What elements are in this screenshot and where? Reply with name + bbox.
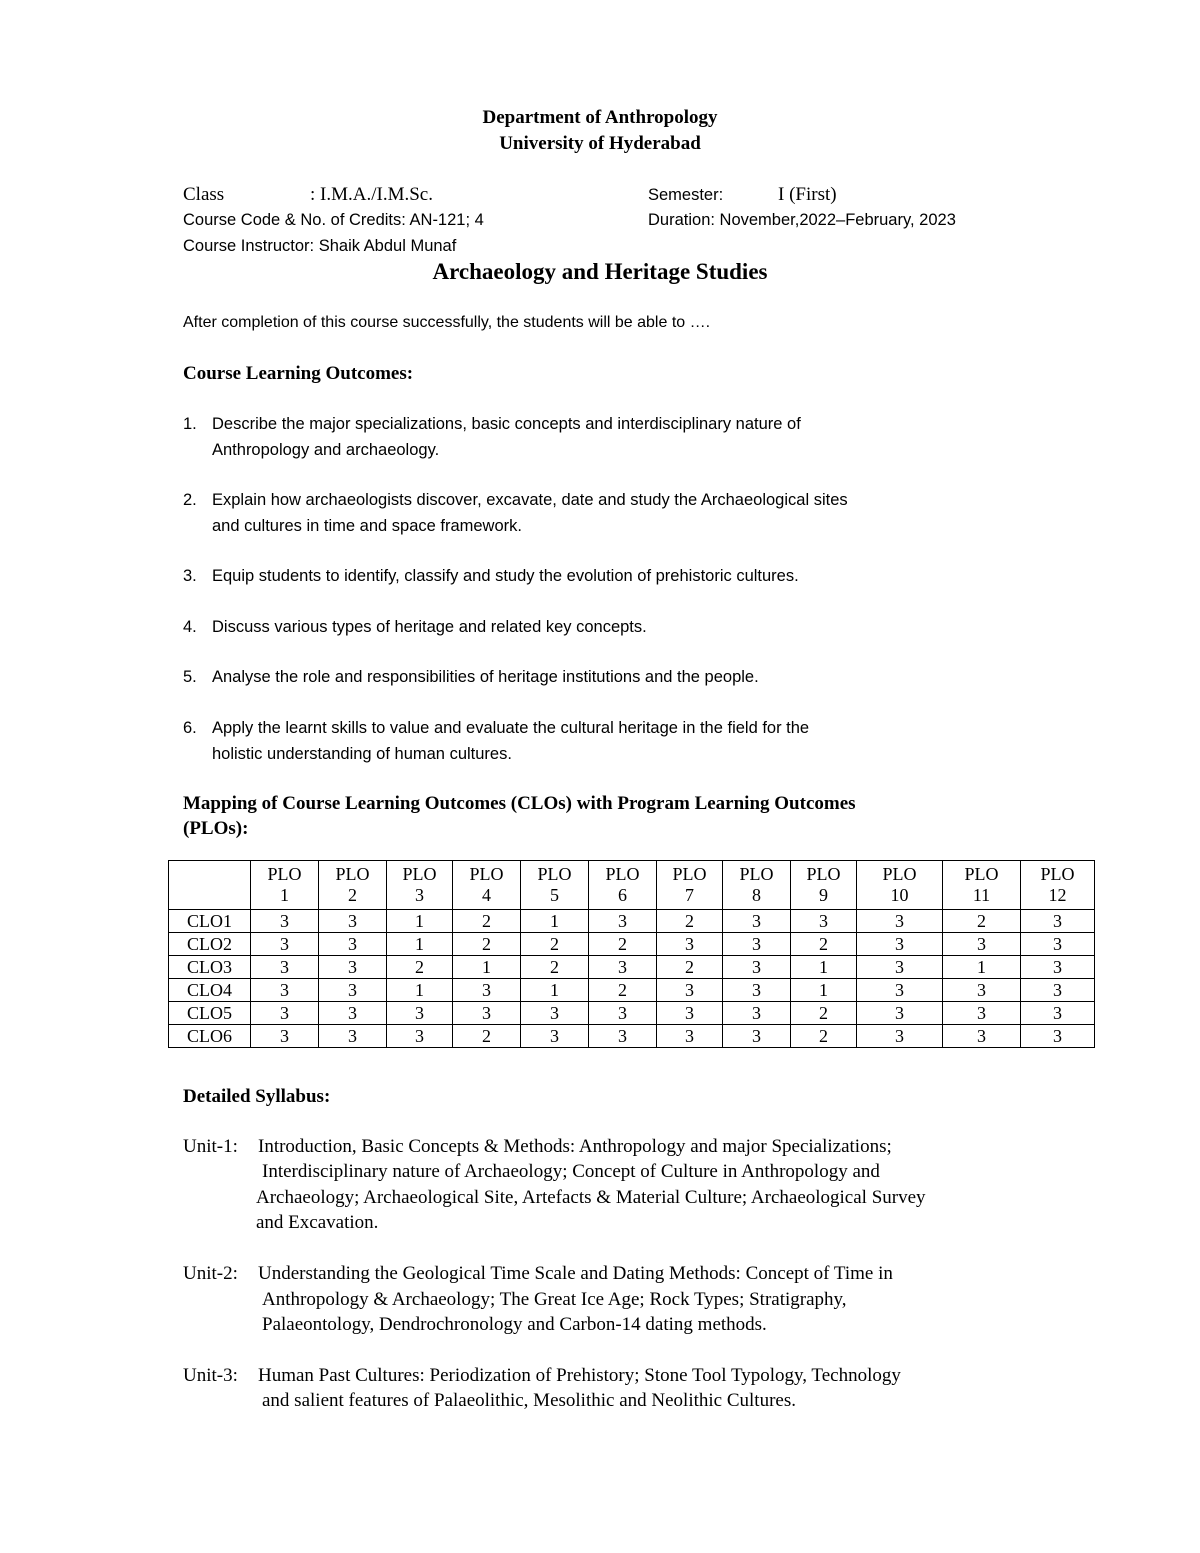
- table-cell: 2: [943, 910, 1021, 933]
- outcome-line: Explain how archaeologists discover, excavate, date and study the Archaeological sites: [212, 491, 848, 509]
- outcome-line: holistic understanding of human cultures.: [212, 745, 512, 763]
- table-cell: 3: [589, 1002, 657, 1025]
- clo-heading: Course Learning Outcomes:: [183, 363, 414, 384]
- table-cell: 3: [319, 1025, 387, 1048]
- row-label: CLO3: [169, 956, 251, 979]
- table-cell: 3: [453, 979, 521, 1002]
- table-cell: 3: [657, 1002, 723, 1025]
- table-cell: 3: [589, 910, 657, 933]
- table-cell: 3: [589, 1025, 657, 1048]
- course-title: Archaeology and Heritage Studies: [432, 259, 768, 284]
- table-cell: 2: [791, 933, 857, 956]
- table-cell: 3: [857, 1025, 943, 1048]
- table-cell: 3: [387, 1002, 453, 1025]
- table-cell: 3: [319, 933, 387, 956]
- outcome-line: and cultures in time and space framework.: [212, 517, 522, 535]
- row-label: CLO1: [169, 910, 251, 933]
- outcome-line: Discuss various types of heritage and related key concepts.: [212, 618, 647, 636]
- course-code: Course Code & No. of Credits: AN-121; 4: [183, 211, 484, 229]
- syllabus-heading: Detailed Syllabus:: [183, 1086, 331, 1107]
- table-row: [169, 933, 1095, 956]
- table-cell: 1: [387, 979, 453, 1002]
- table-cell: 3: [251, 979, 319, 1002]
- outcome-number: 2.: [183, 491, 197, 509]
- table-cell: 3: [943, 1002, 1021, 1025]
- table-cell: 3: [943, 933, 1021, 956]
- table-cell: 3: [387, 1025, 453, 1048]
- table-cell: 3: [251, 910, 319, 933]
- table-cell: 3: [723, 1025, 791, 1048]
- unit-line: Understanding the Geological Time Scale and Dating Methods: Concept of Time in: [258, 1263, 893, 1284]
- table-column-header: PLO 12: [1021, 861, 1095, 910]
- table-cell: 3: [251, 956, 319, 979]
- table-column-header: PLO 7: [657, 861, 723, 910]
- semester-value: I (First): [778, 184, 837, 205]
- outcome-number: 3.: [183, 567, 197, 585]
- unit-label: Unit-3:: [183, 1365, 238, 1386]
- clo-plo-mapping-table: [168, 860, 1095, 1048]
- table-cell: 2: [453, 1025, 521, 1048]
- table-column-header: PLO 2: [319, 861, 387, 910]
- table-cell: 2: [453, 910, 521, 933]
- table-cell: 2: [453, 933, 521, 956]
- table-cell: 2: [387, 956, 453, 979]
- unit-line: Interdisciplinary nature of Archaeology; Concept of Culture in Anthropology and: [262, 1161, 880, 1182]
- table-column-header: PLO 3: [387, 861, 453, 910]
- outcome-line: Describe the major specializations, basic concepts and interdisciplinary nature of: [212, 415, 801, 433]
- table-cell: 2: [589, 979, 657, 1002]
- table-cell: 3: [1021, 933, 1095, 956]
- table-cell: 2: [791, 1025, 857, 1048]
- unit-line: and Excavation.: [256, 1212, 379, 1233]
- unit-line: Introduction, Basic Concepts & Methods: Anthropology and major Specializations;: [258, 1136, 892, 1157]
- table-cell: 3: [857, 910, 943, 933]
- table-cell: 1: [791, 956, 857, 979]
- outcome-number: 5.: [183, 668, 197, 686]
- table-cell: 1: [521, 979, 589, 1002]
- table-cell: 2: [521, 956, 589, 979]
- unit-label: Unit-2:: [183, 1263, 238, 1284]
- unit-line: Archaeology; Archaeological Site, Artefacts & Material Culture; Archaeological Survey: [256, 1187, 926, 1208]
- table-cell: 3: [723, 910, 791, 933]
- table-cell: 3: [723, 933, 791, 956]
- table-cell: 3: [791, 910, 857, 933]
- table-cell: 3: [723, 979, 791, 1002]
- semester-label: Semester:: [648, 186, 724, 204]
- table-cell: 3: [723, 956, 791, 979]
- table-cell: 3: [857, 1002, 943, 1025]
- table-cell: 3: [319, 910, 387, 933]
- outcome-line: Analyse the role and responsibilities of heritage institutions and the people.: [212, 668, 759, 686]
- unit-line: Human Past Cultures: Periodization of Prehistory; Stone Tool Typology, Technology: [258, 1365, 901, 1386]
- table-cell: 3: [1021, 956, 1095, 979]
- table-column-header: PLO 11: [943, 861, 1021, 910]
- course-instructor: Course Instructor: Shaik Abdul Munaf: [183, 237, 457, 255]
- outcome-line: Anthropology and archaeology.: [212, 441, 440, 459]
- unit-line: Palaeontology, Dendrochronology and Carbon-14 dating methods.: [262, 1314, 767, 1335]
- table-cell: 3: [657, 979, 723, 1002]
- university-heading: University of Hyderabad: [499, 133, 701, 154]
- table-cell: 3: [251, 933, 319, 956]
- table-cell: 2: [657, 956, 723, 979]
- outcome-number: 4.: [183, 618, 197, 636]
- table-row: [169, 1002, 1095, 1025]
- table-cell: 1: [521, 910, 589, 933]
- table-cell: 3: [1021, 1002, 1095, 1025]
- table-cell: 2: [589, 933, 657, 956]
- outcome-number: 6.: [183, 719, 197, 737]
- table-row: [169, 979, 1095, 1002]
- unit-line: and salient features of Palaeolithic, Mesolithic and Neolithic Cultures.: [262, 1390, 796, 1411]
- outcome-line: Equip students to identify, classify and study the evolution of prehistoric cultures.: [212, 567, 799, 585]
- table-column-header: PLO 10: [857, 861, 943, 910]
- table-cell: 3: [857, 979, 943, 1002]
- table-cell: 2: [521, 933, 589, 956]
- table-column-header: PLO 5: [521, 861, 589, 910]
- table-cell: 3: [1021, 1025, 1095, 1048]
- table-cell: 3: [943, 1025, 1021, 1048]
- table-cell: 3: [319, 956, 387, 979]
- table-cell: 1: [387, 910, 453, 933]
- table-column-header: PLO 4: [453, 861, 521, 910]
- class-value: : I.M.A./I.M.Sc.: [310, 184, 433, 205]
- table-cell: 3: [319, 979, 387, 1002]
- table-cell: 1: [943, 956, 1021, 979]
- table-cell: 3: [1021, 910, 1095, 933]
- table-cell: 3: [453, 1002, 521, 1025]
- table-column-header: PLO 8: [723, 861, 791, 910]
- table-cell: 1: [453, 956, 521, 979]
- row-label: CLO2: [169, 933, 251, 956]
- table-column-header: PLO 9: [791, 861, 857, 910]
- table-cell: 3: [1021, 979, 1095, 1002]
- table-row: [169, 910, 1095, 933]
- mapping-heading-line-2: (PLOs):: [183, 818, 249, 839]
- table-column-header: PLO 6: [589, 861, 657, 910]
- table-cell: 2: [791, 1002, 857, 1025]
- row-label: CLO5: [169, 1002, 251, 1025]
- table-cell: 3: [521, 1025, 589, 1048]
- unit-label: Unit-1:: [183, 1136, 238, 1157]
- department-heading: Department of Anthropology: [482, 107, 718, 128]
- table-cell: 3: [723, 1002, 791, 1025]
- table-corner-cell: [169, 861, 251, 910]
- table-cell: 3: [657, 1025, 723, 1048]
- table-cell: 3: [521, 1002, 589, 1025]
- table-row: [169, 956, 1095, 979]
- row-label: CLO4: [169, 979, 251, 1002]
- table-cell: 3: [657, 933, 723, 956]
- intro-text: After completion of this course successfully, the students will be able to ….: [183, 314, 711, 331]
- table-cell: 3: [589, 956, 657, 979]
- table-cell: 3: [943, 979, 1021, 1002]
- table-cell: 3: [251, 1002, 319, 1025]
- class-label: Class: [183, 184, 225, 205]
- table-cell: 2: [657, 910, 723, 933]
- table-cell: 1: [387, 933, 453, 956]
- table-column-header: PLO 1: [251, 861, 319, 910]
- table-row: [169, 1025, 1095, 1048]
- unit-line: Anthropology & Archaeology; The Great Ice Age; Rock Types; Stratigraphy,: [262, 1289, 847, 1310]
- table-cell: 3: [319, 1002, 387, 1025]
- duration: Duration: November,2022–February, 2023: [648, 211, 956, 229]
- table-header-row: [169, 861, 1095, 910]
- table-cell: 3: [857, 933, 943, 956]
- mapping-heading-line-1: Mapping of Course Learning Outcomes (CLOs) with Program Learning Outcomes: [183, 793, 856, 814]
- outcome-number: 1.: [183, 415, 197, 433]
- table-cell: 3: [857, 956, 943, 979]
- row-label: CLO6: [169, 1025, 251, 1048]
- table-cell: 1: [791, 979, 857, 1002]
- table-cell: 3: [251, 1025, 319, 1048]
- outcome-line: Apply the learnt skills to value and evaluate the cultural heritage in the field for the: [212, 719, 810, 737]
